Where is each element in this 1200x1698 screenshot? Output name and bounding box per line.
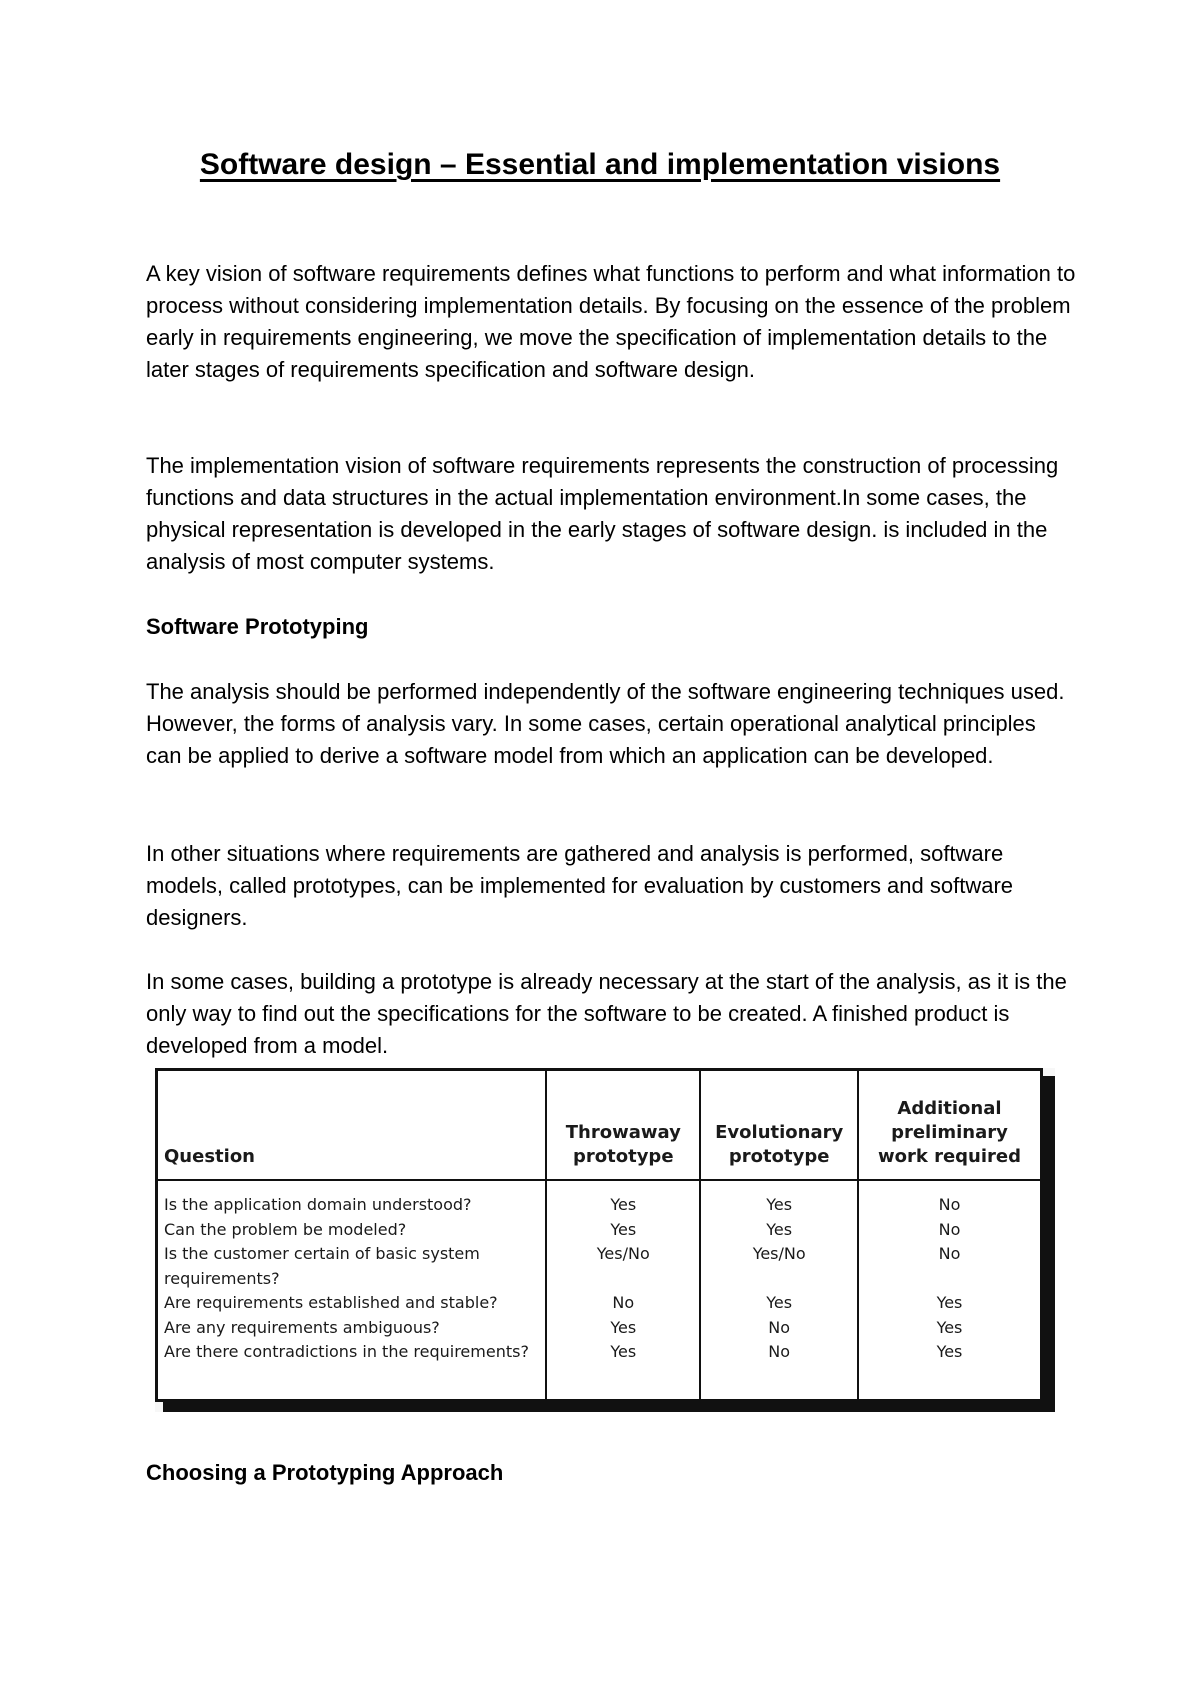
answer-cell: Yes [936,1342,963,1361]
prototyping-paragraph-1: The analysis should be performed independently of the software engineering techniques used. However, the forms of analysis vary. In some cases, certain operational analytical principles can be applied to derive a software model from which an application can be developed. [146,679,1065,768]
answer-cell: Yes [936,1317,963,1337]
answer-cell: Yes [766,1195,793,1214]
answer-cell: Yes [610,1317,637,1337]
header-additional-work: Additional preliminary work required [858,1070,1042,1181]
answer-cell: Yes [610,1219,637,1239]
answer-cell: Yes [936,1293,963,1312]
prototype-comparison-figure [155,1068,1055,1412]
answer-cell: No [938,1219,961,1239]
section-heading-software-prototyping: Software Prototyping [146,614,369,639]
throwaway-column [546,1180,700,1401]
header-evolutionary: Evolutionary prototype [700,1070,858,1181]
section-heading-choosing-approach: Choosing a Prototyping Approach [146,1460,504,1485]
question-cell: Is the customer certain of basic system requirements? [164,1244,480,1288]
table-header-row [157,1070,1042,1181]
question-column [157,1180,547,1401]
answer-cell: No [938,1244,961,1263]
question-cell: Are requirements established and stable? [164,1293,498,1312]
intro-paragraph-2: The implementation vision of software requirements represents the construction of processing functions and data structures in the actual implementation environment.In some cases, the physical representation is developed in the early stages of software design. is included in the analysis of most computer systems. [146,453,1059,574]
answer-cell: Yes [766,1293,793,1312]
answer-cell: No [768,1342,791,1361]
answer-cell: Yes/No [596,1244,650,1263]
question-cell: Are any requirements ambiguous? [164,1317,440,1337]
evolutionary-column [700,1180,858,1401]
answer-cell: Yes [610,1195,637,1214]
answer-cell: No [612,1293,635,1312]
answer-cell: No [938,1195,961,1214]
intro-paragraph-1: A key vision of software requirements defines what functions to perform and what information to process without considering implementation details. By focusing on the essence of the problem early in requirements engineering, we move the specification of implementation details to the later stages of requirements specification and software design. [146,261,1076,382]
answer-cell: Yes [766,1219,793,1239]
answer-cell: Yes [610,1342,637,1361]
header-throwaway: Throwaway prototype [546,1070,700,1181]
question-cell: Is the application domain understood? [164,1195,472,1214]
question-cell: Are there contradictions in the requirements? [164,1342,529,1361]
table-body [157,1180,1042,1401]
question-cell: Can the problem be modeled? [164,1219,407,1239]
prototyping-paragraph-3: In some cases, building a prototype is already necessary at the start of the analysis, as it is the only way to find out the specifications for the software to be created. A finished product is developed from a model. [146,969,1067,1058]
prototyping-paragraph-2: In other situations where requirements are gathered and analysis is performed, software models, called prototypes, can be implemented for evaluation by customers and software designers. [146,841,1014,930]
header-question: Question [157,1070,547,1181]
answer-cell: Yes/No [752,1244,806,1263]
page-title: Software design – Essential and implementation visions [199,148,1001,181]
answer-cell: No [768,1317,791,1337]
prototype-comparison-table [155,1068,1043,1402]
additional-work-column [858,1180,1042,1401]
